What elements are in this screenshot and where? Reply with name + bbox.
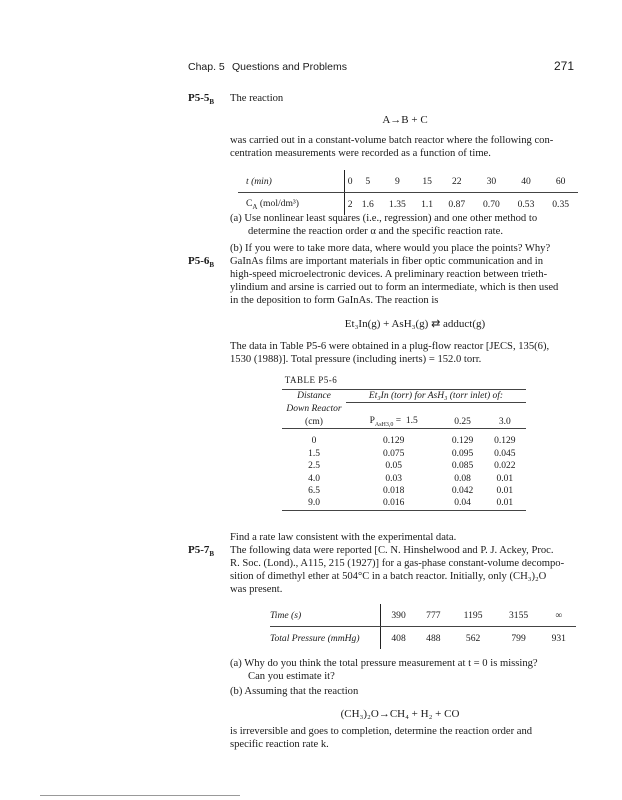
p5-6-closing: Find a rate law consistent with the experimental data.	[230, 532, 457, 543]
p5-6-text-5: The data in Table P5-6 were obtained in a plug-flow reactor [JECS, 135(6),	[230, 341, 550, 352]
cell: 0.016	[346, 497, 441, 510]
table-row	[282, 460, 526, 472]
table-row	[282, 485, 526, 497]
cell: 1.5	[308, 448, 320, 459]
p5-7-text-5: is irreversible and goes to completion, determine the reaction order and	[230, 726, 533, 737]
cell: 0.129	[451, 436, 474, 447]
p5-7-part-a-2: Can you estimate it?	[248, 671, 335, 682]
table-header-row	[282, 403, 526, 416]
scan-artifact	[40, 795, 240, 796]
row-label-time: Time (s)	[270, 604, 381, 627]
cell: 0.129	[494, 436, 516, 447]
cell: 0.045	[494, 448, 516, 459]
cell: 0.095	[451, 448, 474, 459]
cell: 0	[311, 436, 317, 447]
p5-6-text-4: in the deposition to form GaInAs. The reaction is	[230, 295, 439, 306]
cell: 390	[381, 604, 417, 627]
cell: 60	[543, 170, 578, 193]
cell: 2.5	[308, 461, 320, 472]
cell: 2	[347, 198, 353, 210]
p5-6-text-2: high-speed microelectronic devices. A preliminary reaction between trieth-	[230, 269, 548, 280]
cell: 3.0	[484, 416, 526, 429]
table-p5-6-title: TABLE P5-6	[284, 375, 338, 385]
p5-6-text-6: 1530 (1988)]. Total pressure (including inerts) = 152.0 torr.	[230, 354, 482, 365]
p5-7-text-1: The following data were reported [C. N. Hinshelwood and P. J. Ackey, Proc.	[230, 545, 554, 556]
p5-7-data-table	[270, 604, 576, 649]
col-header-cm: (cm)	[282, 416, 346, 429]
running-title: Questions and Problems	[232, 61, 347, 73]
cell: 931	[551, 632, 566, 644]
cell: 0.87	[448, 198, 466, 210]
table-row	[282, 472, 526, 484]
p5-5-data-table	[238, 170, 578, 215]
cell: 22	[439, 170, 474, 193]
cell: 9.0	[282, 497, 346, 510]
p5-5-part-b: (b) If you were to take more data, where would you place the points? Why?	[230, 243, 551, 254]
cell: 40	[509, 170, 544, 193]
cell: 0.018	[382, 485, 405, 496]
cell: 408	[391, 632, 406, 644]
cell: 0.022	[494, 461, 516, 472]
p5-6-reaction: Et₃In(g) + AsH₃(g) ⇄ adduct(g)	[344, 318, 486, 330]
p5-5-part-a-2: determine the reaction order α and the specific reaction rate.	[248, 226, 503, 237]
cell: 1.6	[361, 198, 374, 210]
p5-7-part-a-1: (a) Why do you think the total pressure measurement at t = 0 is missing?	[230, 658, 538, 669]
cell: 1195	[451, 604, 496, 627]
cell: 0.129	[382, 436, 405, 447]
row-label-pressure: Total Pressure (mmHg)	[270, 627, 381, 650]
p5-5-text-2: centration measurements were recorded as a function of time.	[230, 148, 491, 159]
p5-7-text-3: sition of dimethyl ether at 504°C in a batch reactor. Initially, only (CH₃)₂O	[230, 571, 547, 582]
cell: 6.5	[308, 485, 320, 496]
row-label-concentration: $C_A$ (mol/dm³)	[238, 193, 345, 216]
p5-5-intro: The reaction	[230, 93, 284, 104]
cell: 0.01	[496, 485, 514, 496]
cell: 0.25	[441, 416, 483, 429]
cell: 9	[380, 170, 415, 193]
cell: 0.70	[483, 198, 500, 210]
cell: 0.53	[517, 198, 535, 210]
cell: 799	[511, 632, 526, 644]
cell: 30	[474, 170, 509, 193]
cell: 3155	[496, 604, 542, 627]
cell: 488	[426, 632, 441, 644]
cell: 0.04	[441, 497, 483, 510]
cell: 0.01	[496, 473, 514, 484]
cell: 1.35	[389, 198, 406, 210]
problem-label-p5-5: $P5-5_B$	[188, 92, 215, 107]
p5-7-reaction: (CH₃)₂O→CH₄ + H₂ + CO	[340, 708, 460, 720]
problem-label-p5-6: $P5-6_B$	[188, 255, 215, 270]
cell: 0	[345, 170, 356, 193]
cell: 0.08	[454, 473, 471, 484]
cell: 777	[416, 604, 450, 627]
cell: 4.0	[308, 473, 320, 484]
row-label-time: t (min)	[238, 170, 345, 193]
p5-5-reaction: A→B + C	[382, 114, 428, 126]
table-row	[270, 604, 576, 627]
table-row	[282, 497, 526, 510]
pressure-label: $P_{AsH3,0} = 1.5$	[346, 416, 441, 429]
table-row	[238, 170, 578, 193]
table-row	[282, 435, 526, 447]
p5-7-text-6: specific reaction rate k.	[230, 739, 329, 750]
problem-label-p5-7: $P5-7_B$	[188, 544, 215, 559]
cell: 0.05	[385, 461, 402, 472]
col-header-down-reactor: Down Reactor	[286, 404, 342, 415]
cell: 0.075	[382, 448, 405, 459]
p5-6-text-1: GaInAs films are important materials in fiber optic communication and in	[230, 256, 544, 267]
cell: 15	[415, 170, 440, 193]
table-header-row	[282, 390, 526, 403]
col-header-distance: Distance	[282, 390, 346, 403]
p5-7-part-b: (b) Assuming that the reaction	[230, 686, 359, 697]
table-p5-6	[282, 389, 526, 511]
cell: 0.042	[451, 485, 474, 496]
page-number: 271	[554, 59, 575, 73]
cell: 0.03	[385, 473, 402, 484]
group-header: Et₃In (torr) for AsH₃ (torr inlet) of:	[346, 390, 526, 403]
p5-7-text-4: was present.	[230, 584, 283, 595]
cell: ∞	[542, 604, 576, 627]
chapter-label: Chap. 5	[188, 61, 225, 73]
cell: 0.35	[552, 198, 570, 210]
cell: 562	[465, 632, 481, 644]
table-header-row	[282, 416, 526, 429]
cell: 0.01	[484, 497, 526, 510]
cell: 0.085	[451, 461, 474, 472]
cell: 1.1	[421, 198, 434, 210]
cell: 5	[355, 170, 380, 193]
table-row	[270, 627, 576, 650]
p5-5-part-a-1: (a) Use nonlinear least squares (i.e., regression) and one other method to	[230, 213, 538, 224]
p5-6-text-3: ylindium and arsine is carried out to form an intermediate, which is then used	[230, 282, 559, 293]
table-row	[282, 448, 526, 460]
p5-5-text-1: was carried out in a constant-volume batch reactor where the following con-	[230, 135, 554, 146]
p5-7-text-2: R. Soc. (Lond)., A115, 215 (1927)] for a gas-phase constant-volume decompo-	[230, 558, 565, 569]
